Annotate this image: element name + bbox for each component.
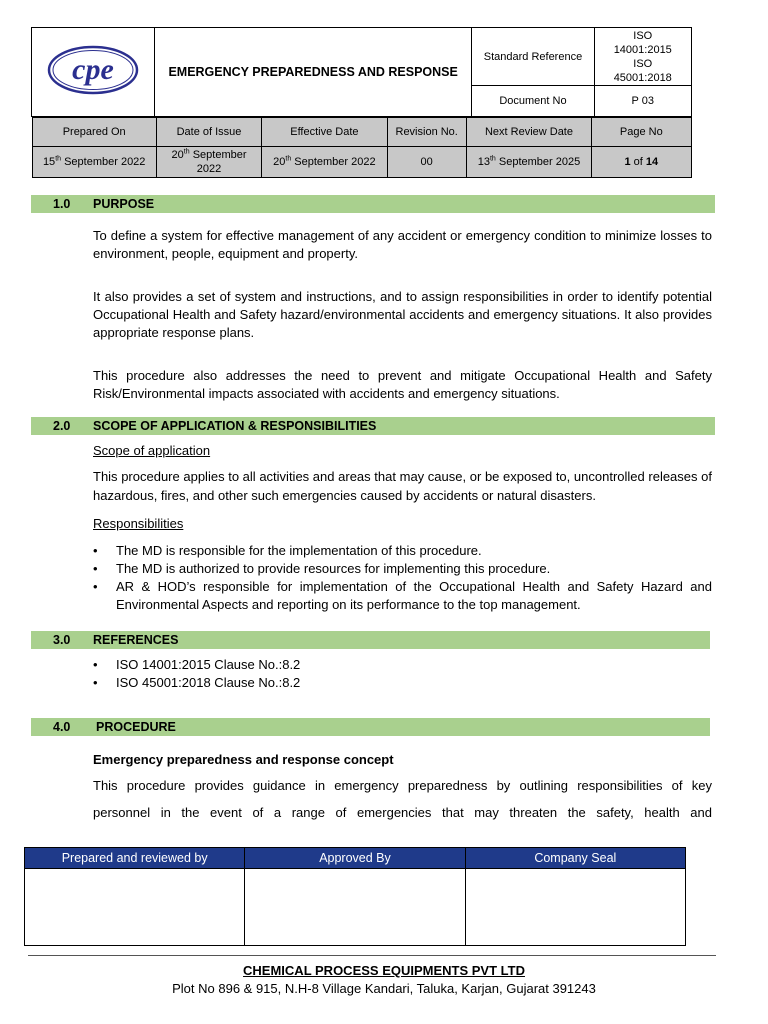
next-review-date-value: 13th September 2025: [466, 147, 591, 178]
standard-reference-label: Standard Reference: [472, 28, 594, 86]
references-list: [93, 656, 712, 692]
cpe-logo: [47, 44, 139, 96]
responsibilities-subheading: Responsibilities: [93, 516, 184, 531]
section-title: PROCEDURE: [96, 720, 176, 734]
purpose-paragraph-1: To define a system for effective management of any accident or emergency condition to minimize losses to environment, people, equipment and property.: [93, 228, 712, 261]
col-effective-date: Effective Date: [262, 118, 387, 147]
std-ref-line: ISO: [633, 29, 653, 42]
footer-company-name: CHEMICAL PROCESS EQUIPMENTS PVT LTD: [243, 963, 525, 978]
date-of-issue-value: 20th September 2022: [156, 147, 261, 178]
std-ref-line: 45001:2018: [613, 71, 672, 84]
section-number: 1.0: [53, 197, 71, 211]
col-revision-no: Revision No.: [387, 118, 466, 147]
col-date-of-issue: Date of Issue: [156, 118, 261, 147]
footer-address: Plot No 896 & 915, N.H-8 Village Kandari, Taluka, Karjan, Gujarat 391243: [172, 981, 596, 996]
section-heading-scope: [31, 417, 715, 435]
company-seal-box: [465, 869, 685, 946]
section-title: SCOPE OF APPLICATION & RESPONSIBILITIES: [93, 419, 377, 433]
section-title: REFERENCES: [93, 633, 179, 647]
section-number: 2.0: [53, 419, 71, 433]
document-header-table: [31, 27, 692, 178]
revision-no-value: 00: [387, 147, 466, 178]
list-item: • The MD is responsible for the implementation of this procedure.: [93, 542, 712, 560]
meta-table: [32, 117, 692, 178]
logo-text: cpe: [72, 53, 114, 86]
prepared-on-value: 15th September 2022: [32, 147, 156, 178]
scope-paragraph: This procedure applies to all activities and areas that may cause, or be exposed to, uncontrolled releases of hazardous, fires, and other such emergencies caused by accidents or natural disasters.: [93, 469, 712, 503]
std-ref-line: 14001:2015: [613, 43, 672, 56]
scope-subheading: Scope of application: [93, 443, 211, 458]
std-ref-line: ISO: [633, 57, 653, 70]
concept-line-2: personnel in the event of a range of emergencies that may threaten the safety, health and: [93, 805, 712, 820]
section-title: PURPOSE: [93, 197, 155, 211]
company-seal-header: Company Seal: [465, 848, 685, 869]
signature-table: [24, 847, 686, 946]
prepared-reviewed-header: Prepared and reviewed by: [25, 848, 245, 869]
list-item: • The MD is authorized to provide resources for implementing this procedure.: [93, 560, 712, 578]
approved-by-header: Approved By: [245, 848, 465, 869]
document-no-label: Document No: [472, 86, 594, 117]
company-logo-cell: [32, 28, 155, 117]
col-prepared-on: Prepared On: [32, 118, 156, 147]
list-item: • ISO 14001:2015 Clause No.:8.2: [93, 656, 712, 674]
effective-date-value: 20th September 2022: [262, 147, 387, 178]
prepared-reviewed-signature-box: [25, 869, 245, 946]
col-page-no: Page No: [592, 118, 691, 147]
responsibilities-list: [93, 542, 712, 614]
col-next-review-date: Next Review Date: [466, 118, 591, 147]
section-number: 4.0: [53, 720, 71, 734]
section-heading-procedure: [31, 718, 710, 736]
concept-heading: Emergency preparedness and response concept: [93, 752, 394, 767]
list-item: • ISO 45001:2018 Clause No.:8.2: [93, 674, 712, 692]
list-item: • AR & HOD’s responsible for implementation of the Occupational Health and Safety Hazard and Environmental Aspects and reporting on its performance to the top management.: [93, 578, 712, 614]
section-heading-purpose: [31, 195, 715, 213]
section-number: 3.0: [53, 633, 71, 647]
purpose-paragraph-3: This procedure also addresses the need to prevent and mitigate Occupational Health and Safety Risk/Environmental impacts associated with accidents and emergency situations.: [93, 368, 712, 401]
purpose-paragraph-2: It also provides a set of system and instructions, and to assign responsibilities in order to identify potential Occupational Health and Safety hazard/environmental accidents and emergency situations. It also provides appropriate response plans.: [93, 289, 712, 340]
concept-line-1: This procedure provides guidance in emergency preparedness by outlining responsibilities of key: [93, 778, 712, 793]
section-heading-references: [31, 631, 710, 649]
approved-by-signature-box: [245, 869, 465, 946]
document-title: EMERGENCY PREPAREDNESS AND RESPONSE: [154, 28, 472, 117]
standard-reference-value: [594, 28, 692, 86]
document-no-value: P 03: [594, 86, 692, 117]
footer-divider: [28, 955, 716, 956]
page-no-value: 1 of 14: [592, 147, 691, 178]
